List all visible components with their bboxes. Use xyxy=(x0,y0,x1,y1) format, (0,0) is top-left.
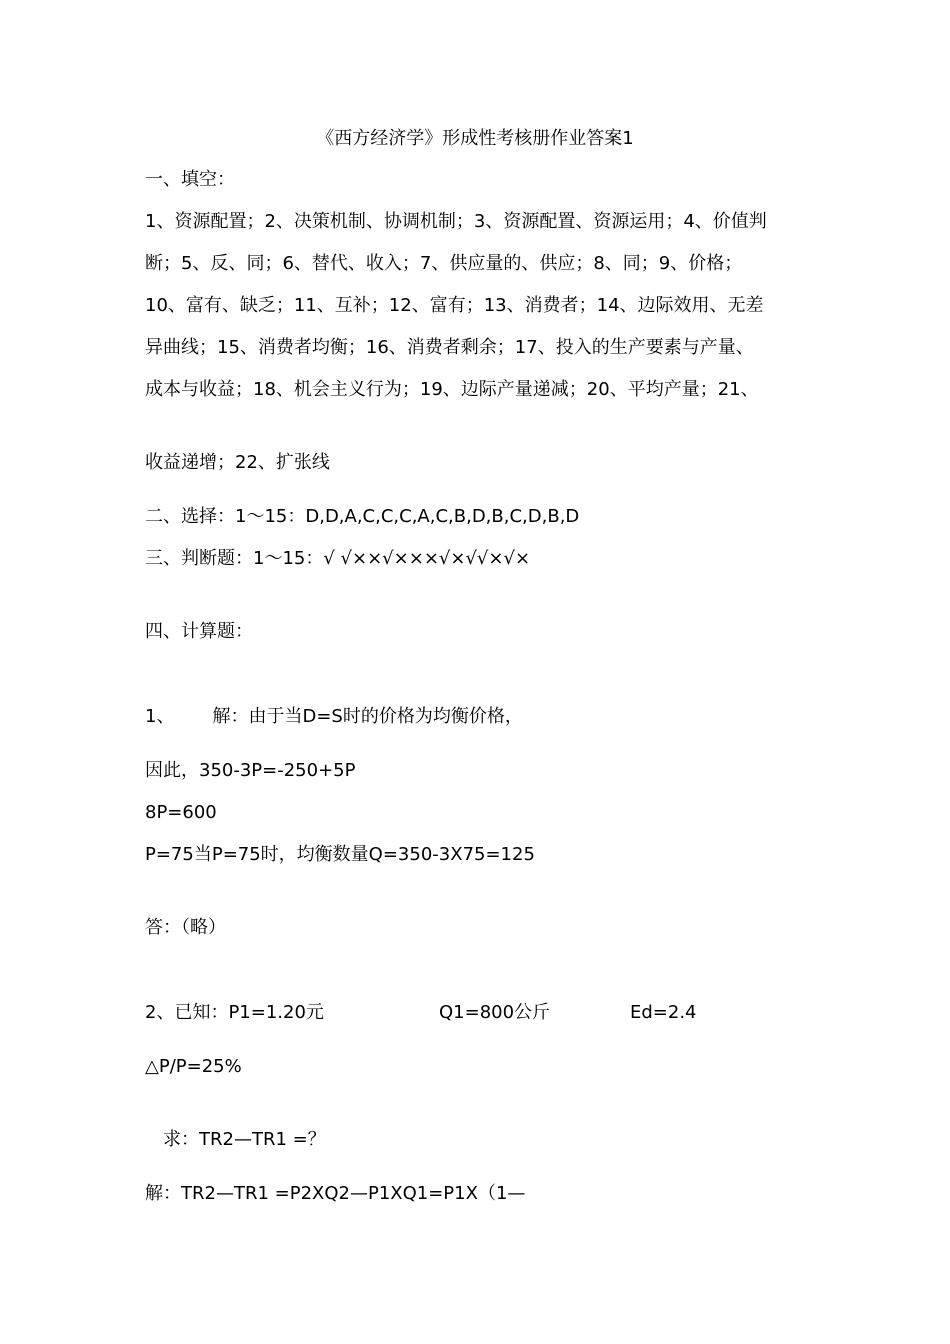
fill-in-line-3: 10、富有、缺乏；11、互补；12、富有；13、消费者；14、边际效用、无差 xyxy=(145,295,764,316)
document-title: 《西方经济学》形成性考核册作业答案1 xyxy=(316,128,634,149)
q1-intro xyxy=(145,705,523,729)
q1-step-3: P=75当P=75时，均衡数量Q=350-3X75=125 xyxy=(145,844,535,865)
fill-in-line-2: 断；5、反、同；6、替代、收入；7、供应量的、供应；8、同；9、价格； xyxy=(145,253,743,274)
section-heading-calculation: 四、计算题： xyxy=(145,621,253,642)
q2-solve: 解：TR2—TR1 =P2XQ2—P1XQ1=P1X（1— xyxy=(145,1183,526,1204)
section-multiple-choice: 二、选择：1～15：D,D,A,C,C,C,A,C,B,D,B,C,D,B,D xyxy=(145,506,580,527)
fill-in-line-5: 成本与收益；18、机会主义行为；19、边际产量递减；20、平均产量；21、 xyxy=(145,379,759,400)
q1-intro-text: 解：由于当D=S时的价格为均衡价格， xyxy=(212,706,523,727)
q1-number: 1、 xyxy=(145,706,175,727)
q1-step-2: 8P=600 xyxy=(145,802,217,823)
q2-ask: 求：TR2—TR1 =？ xyxy=(163,1129,326,1150)
q1-answer: 答：（略） xyxy=(145,917,226,938)
q2-given-q: Q1=800公斤 xyxy=(439,1002,551,1023)
q1-step-1: 因此，350-3P=-250+5P xyxy=(145,760,356,781)
section-true-false: 三、判断题：1～15：√ √××√×××√×√√×√× xyxy=(145,548,531,569)
fill-in-line-6: 收益递增；22、扩张线 xyxy=(145,452,330,473)
fill-in-line-4: 异曲线；15、消费者均衡；16、消费者剩余；17、投入的生产要素与产量、 xyxy=(145,337,754,358)
section-heading-fill-in: 一、填空： xyxy=(145,169,235,190)
q2-given-ed: Ed=2.4 xyxy=(630,1002,697,1023)
q2-given-dp: △P/P=25% xyxy=(145,1056,242,1077)
fill-in-line-1: 1、资源配置；2、决策机制、协调机制；3、资源配置、资源运用；4、价值判 xyxy=(145,211,767,232)
q2-given-label: 2、已知：P1=1.20元 xyxy=(145,1002,324,1023)
